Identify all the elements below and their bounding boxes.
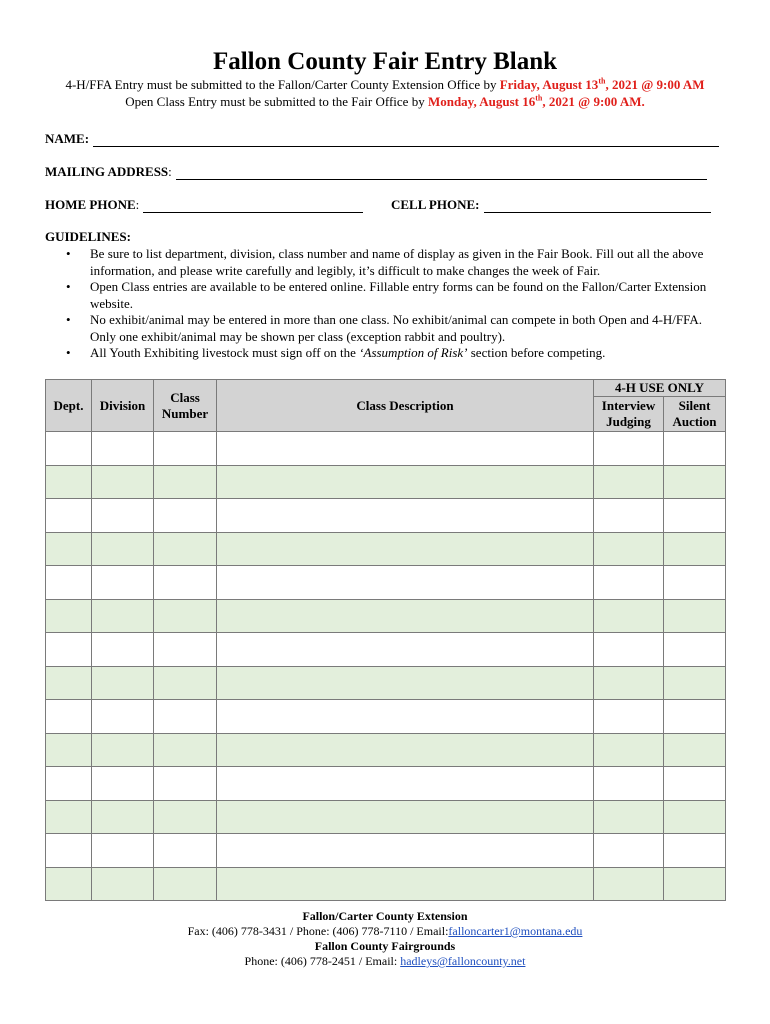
cell-phone-label: CELL PHONE: [391, 197, 480, 212]
cell-silent-auction[interactable] [664, 767, 726, 801]
cell-interview-judging[interactable] [594, 867, 664, 901]
cell-interview-judging[interactable] [594, 700, 664, 734]
cell-dept[interactable] [46, 432, 92, 466]
cell-class-number[interactable] [154, 767, 217, 801]
cell-dept[interactable] [46, 800, 92, 834]
cell-interview-judging[interactable] [594, 666, 664, 700]
cell-interview-judging[interactable] [594, 733, 664, 767]
table-row [46, 733, 726, 767]
cell-interview-judging[interactable] [594, 499, 664, 533]
col-header-interview-judging: Interview Judging [594, 397, 664, 432]
cell-silent-auction[interactable] [664, 834, 726, 868]
table-row [46, 867, 726, 901]
cell-class-number[interactable] [154, 733, 217, 767]
cell-class-description[interactable] [217, 700, 594, 734]
cell-division[interactable] [92, 767, 154, 801]
cell-class-description[interactable] [217, 532, 594, 566]
cell-dept[interactable] [46, 666, 92, 700]
entry-table [45, 379, 726, 901]
table-row [46, 666, 726, 700]
cell-silent-auction[interactable] [664, 733, 726, 767]
cell-class-number[interactable] [154, 465, 217, 499]
cell-class-description[interactable] [217, 767, 594, 801]
extension-email-link[interactable]: falloncarter1@montana.edu [448, 924, 583, 938]
cell-division[interactable] [92, 666, 154, 700]
table-row [46, 834, 726, 868]
cell-interview-judging[interactable] [594, 633, 664, 667]
cell-division[interactable] [92, 800, 154, 834]
cell-class-number[interactable] [154, 566, 217, 600]
cell-interview-judging[interactable] [594, 566, 664, 600]
col-header-division: Division [92, 380, 154, 432]
cell-division[interactable] [92, 599, 154, 633]
cell-class-description[interactable] [217, 867, 594, 901]
cell-division[interactable] [92, 633, 154, 667]
cell-class-description[interactable] [217, 599, 594, 633]
cell-class-description[interactable] [217, 733, 594, 767]
cell-class-number[interactable] [154, 666, 217, 700]
name-label: NAME: [45, 131, 90, 146]
deadline-open-text: Open Class Entry must be submitted to the Fair Office by [125, 94, 428, 109]
cell-interview-judging[interactable] [594, 767, 664, 801]
home-phone-label: HOME PHONE [45, 197, 136, 212]
footer-fair-contact: Phone: (406) 778-2451 / Email: hadleys@falloncounty.net [244, 954, 526, 968]
guideline-item: • Open Class entries are available to be entered online. Fillable entry forms can be found on the Fallon/Carter Extension website. [45, 279, 725, 312]
table-row [46, 800, 726, 834]
cell-dept[interactable] [46, 532, 92, 566]
cell-interview-judging[interactable] [594, 465, 664, 499]
cell-dept[interactable] [46, 465, 92, 499]
cell-class-description[interactable] [217, 499, 594, 533]
cell-silent-auction[interactable] [664, 532, 726, 566]
cell-dept[interactable] [46, 566, 92, 600]
mailing-address-field: MAILING ADDRESS : [45, 164, 707, 180]
mailing-address-input-line[interactable] [176, 167, 707, 180]
cell-class-description[interactable] [217, 800, 594, 834]
cell-class-number[interactable] [154, 532, 217, 566]
footer-extension [0, 909, 770, 969]
cell-interview-judging[interactable] [594, 599, 664, 633]
cell-silent-auction[interactable] [664, 566, 726, 600]
cell-silent-auction[interactable] [664, 666, 726, 700]
cell-dept[interactable] [46, 700, 92, 734]
deadline-open-date: Monday, August 16th, 2021 @ 9:00 AM. [427, 93, 645, 109]
guidelines-list [45, 246, 725, 362]
guideline-item: • Be sure to list department, division, class number and name of display as given in the Fair Book. Fill out all the above information, and please write carefully and legibly, it’s difficult to make changes the week of Fair. [45, 246, 725, 279]
deadline-open-class [0, 94, 770, 110]
cell-division[interactable] [92, 532, 154, 566]
cell-interview-judging[interactable] [594, 834, 664, 868]
cell-division[interactable] [92, 465, 154, 499]
page-title: Fallon County Fair Entry Blank [212, 48, 558, 75]
entry-table-body [46, 432, 726, 901]
cell-class-description[interactable] [217, 666, 594, 700]
cell-division[interactable] [92, 499, 154, 533]
cell-dept[interactable] [46, 733, 92, 767]
home-phone-field: HOME PHONE : [45, 197, 363, 213]
cell-dept[interactable] [46, 499, 92, 533]
cell-interview-judging[interactable] [594, 432, 664, 466]
cell-phone-input-line[interactable] [484, 200, 711, 213]
cell-dept[interactable] [46, 633, 92, 667]
col-header-4h-use-only: 4-H USE ONLY [594, 380, 726, 397]
cell-class-number[interactable] [154, 800, 217, 834]
cell-class-description[interactable] [217, 633, 594, 667]
cell-silent-auction[interactable] [664, 432, 726, 466]
cell-silent-auction[interactable] [664, 633, 726, 667]
cell-class-description[interactable] [217, 465, 594, 499]
cell-division[interactable] [92, 700, 154, 734]
cell-silent-auction[interactable] [664, 700, 726, 734]
cell-class-number[interactable] [154, 633, 217, 667]
guidelines-title: GUIDELINES: [45, 229, 131, 244]
cell-class-number[interactable] [154, 432, 217, 466]
cell-division[interactable] [92, 834, 154, 868]
cell-silent-auction[interactable] [664, 800, 726, 834]
home-phone-input-line[interactable] [143, 200, 363, 213]
table-row [46, 465, 726, 499]
mailing-address-label: MAILING ADDRESS [45, 164, 169, 179]
cell-division[interactable] [92, 733, 154, 767]
name-field [45, 131, 719, 147]
cell-class-number[interactable] [154, 834, 217, 868]
fair-email-link[interactable]: hadleys@falloncounty.net [400, 954, 526, 968]
table-row [46, 767, 726, 801]
guideline-item: • No exhibit/animal may be entered in more than one class. No exhibit/animal can compete in both Open and 4-H/FFA. Only one exhibit/animal may be shown per class (exception rabbit and poultry). [45, 312, 725, 345]
table-row [46, 499, 726, 533]
footer-fair-title: Fallon County Fairgrounds [314, 939, 456, 953]
deadline-4h-ffa [0, 77, 770, 93]
col-header-class-description: Class Description [217, 380, 594, 432]
cell-interview-judging[interactable] [594, 800, 664, 834]
table-row [46, 532, 726, 566]
cell-silent-auction[interactable] [664, 499, 726, 533]
cell-dept[interactable] [46, 767, 92, 801]
table-row [46, 633, 726, 667]
cell-interview-judging[interactable] [594, 532, 664, 566]
col-header-silent-auction: Silent Auction [664, 397, 726, 432]
cell-class-number[interactable] [154, 700, 217, 734]
cell-dept[interactable] [46, 867, 92, 901]
table-row [46, 599, 726, 633]
guideline-item: • All Youth Exhibiting livestock must sign off on the ‘Assumption of Risk’ section before competing. [45, 345, 725, 362]
table-row [46, 566, 726, 600]
footer-extension-title: Fallon/Carter County Extension [302, 909, 468, 923]
cell-division[interactable] [92, 566, 154, 600]
table-row [46, 432, 726, 466]
cell-class-description[interactable] [217, 834, 594, 868]
cell-silent-auction[interactable] [664, 867, 726, 901]
cell-class-number[interactable] [154, 599, 217, 633]
cell-class-description[interactable] [217, 432, 594, 466]
col-header-class-number: Class Number [154, 380, 217, 432]
table-row [46, 700, 726, 734]
col-header-dept: Dept. [46, 380, 92, 432]
cell-dept[interactable] [46, 834, 92, 868]
cell-division[interactable] [92, 432, 154, 466]
cell-dept[interactable] [46, 599, 92, 633]
cell-class-description[interactable] [217, 566, 594, 600]
cell-division[interactable] [92, 867, 154, 901]
cell-class-number[interactable] [154, 499, 217, 533]
deadline-4h-text: 4-H/FFA Entry must be submitted to the Fallon/Carter County Extension Office by [65, 77, 500, 92]
cell-silent-auction[interactable] [664, 465, 726, 499]
deadline-4h-date: Friday, August 13th, 2021 @ 9:00 AM [499, 76, 705, 92]
name-input-line[interactable] [93, 134, 719, 147]
cell-silent-auction[interactable] [664, 599, 726, 633]
cell-phone-field [391, 197, 711, 213]
cell-class-number[interactable] [154, 867, 217, 901]
footer-extension-contact: Fax: (406) 778-3431 / Phone: (406) 778-7110 / Email:falloncarter1@montana.edu [187, 924, 583, 938]
